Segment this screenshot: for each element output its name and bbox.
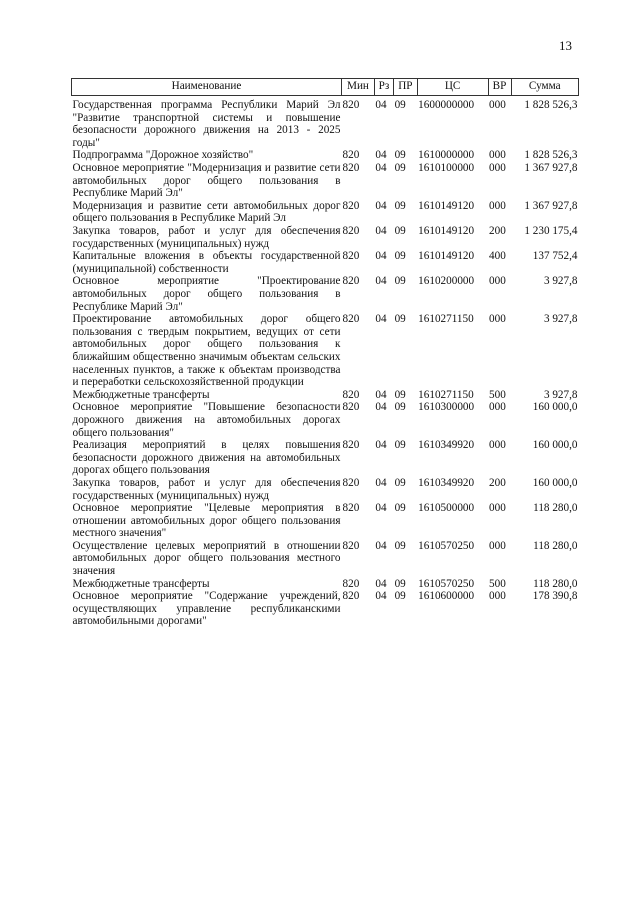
table-row — [72, 540, 579, 578]
row-pr: 09 — [394, 149, 406, 162]
row-sum: 1 367 927,8 — [524, 162, 578, 175]
row-pr: 09 — [394, 590, 406, 603]
row-pr: 09 — [394, 275, 406, 288]
table-row — [72, 99, 579, 149]
row-rz: 04 — [375, 502, 387, 515]
row-pr: 09 — [394, 577, 406, 590]
row-cs: 1610349920 — [418, 439, 475, 452]
row-sum: 3 927,8 — [543, 313, 578, 326]
row-cs: 1610100000 — [418, 162, 475, 175]
table-header-row — [72, 79, 579, 96]
row-min: 820 — [342, 388, 360, 401]
row-vr: 000 — [489, 401, 506, 414]
row-rz: 04 — [375, 275, 387, 288]
row-min: 820 — [342, 225, 360, 238]
row-rz: 04 — [375, 401, 387, 414]
column-header-min: Мин — [342, 79, 375, 96]
row-vr: 000 — [489, 590, 506, 603]
row-name: Основное мероприятие "Повышение безопасности дорожного движения на автомобильных дорогах общего пользования" — [72, 401, 341, 439]
row-min: 820 — [342, 476, 360, 489]
row-pr: 09 — [394, 250, 406, 263]
row-rz: 04 — [375, 99, 387, 112]
row-sum: 137 752,4 — [532, 250, 578, 263]
table-row — [72, 502, 579, 540]
row-cs: 1610300000 — [418, 401, 475, 414]
row-sum: 118 280,0 — [533, 577, 578, 590]
row-cs: 1610149120 — [418, 250, 475, 263]
row-name: Подпрограмма "Дорожное хозяйство" — [72, 149, 254, 162]
row-min: 820 — [342, 199, 360, 212]
row-min: 820 — [342, 149, 360, 162]
row-rz: 04 — [375, 539, 387, 552]
table-row — [72, 149, 579, 162]
row-vr: 000 — [489, 275, 506, 288]
row-min: 820 — [342, 99, 360, 112]
row-vr: 000 — [489, 199, 506, 212]
row-cs: 1610271150 — [418, 313, 474, 326]
column-header-name: Наименование — [72, 79, 342, 96]
row-sum: 178 390,8 — [532, 590, 578, 603]
row-min: 820 — [342, 401, 360, 414]
row-cs: 1600000000 — [418, 99, 475, 112]
row-vr: 000 — [489, 149, 506, 162]
row-sum: 1 828 526,3 — [524, 99, 578, 112]
row-rz: 04 — [375, 250, 387, 263]
row-sum: 3 927,8 — [543, 388, 578, 401]
row-min: 820 — [342, 250, 360, 263]
row-pr: 09 — [394, 439, 406, 452]
row-name: Межбюджетные трансферты — [72, 577, 210, 590]
row-rz: 04 — [375, 313, 387, 326]
row-rz: 04 — [375, 199, 387, 212]
row-min: 820 — [342, 502, 360, 515]
column-header-pr: ПР — [394, 79, 418, 96]
row-pr: 09 — [394, 199, 406, 212]
row-name: Основное мероприятие "Содержание учреждений, осуществляющих управление республиканскими автомобильными дорогами" — [72, 590, 341, 628]
row-min: 820 — [342, 162, 360, 175]
row-rz: 04 — [375, 162, 387, 175]
row-sum: 3 927,8 — [543, 275, 578, 288]
table-row — [72, 578, 579, 591]
row-cs: 1610149120 — [418, 225, 475, 238]
column-header-vr: ВР — [488, 79, 511, 96]
page-number: 13 — [559, 38, 572, 53]
row-sum: 118 280,0 — [533, 539, 578, 552]
row-sum: 1 367 927,8 — [524, 199, 578, 212]
row-cs: 1610200000 — [418, 275, 475, 288]
column-header-rz: Рз — [374, 79, 393, 96]
row-name: Модернизация и развитие сети автомобильных дорог общего пользования в Республике Марий Эл — [72, 199, 341, 225]
table-row — [72, 477, 579, 502]
row-min: 820 — [342, 577, 360, 590]
table-row — [72, 439, 579, 477]
row-rz: 04 — [375, 476, 387, 489]
row-sum: 1 828 526,3 — [524, 149, 578, 162]
row-name: Государственная программа Республики Марий Эл "Развитие транспортной системы и повышение безопасности дорожного движения на 2013 - 2025 годы" — [72, 99, 341, 149]
row-vr: 000 — [489, 313, 506, 326]
row-rz: 04 — [375, 225, 387, 238]
row-vr: 500 — [489, 388, 506, 401]
row-rz: 04 — [375, 149, 387, 162]
table-row — [72, 275, 579, 313]
row-sum: 1 230 175,4 — [524, 225, 578, 238]
column-header-sum: Сумма — [511, 79, 579, 96]
row-sum: 118 280,0 — [533, 502, 578, 515]
row-vr: 500 — [489, 577, 506, 590]
row-rz: 04 — [375, 439, 387, 452]
row-pr: 09 — [394, 502, 406, 515]
row-min: 820 — [342, 275, 360, 288]
table-row — [72, 225, 579, 250]
table-row — [72, 313, 579, 389]
column-header-cs: ЦС — [417, 79, 488, 96]
row-min: 820 — [342, 313, 360, 326]
table-row — [72, 200, 579, 225]
row-pr: 09 — [394, 476, 406, 489]
row-name: Закупка товаров, работ и услуг для обеспечения государственных (муниципальных) нужд — [72, 225, 341, 250]
row-cs: 1610271150 — [418, 388, 474, 401]
row-name: Реализация мероприятий в целях повышения безопасности дорожного движения на автомобильных дорогах общего пользования — [72, 439, 341, 477]
row-pr: 09 — [394, 313, 406, 326]
row-cs: 1610000000 — [418, 149, 475, 162]
row-rz: 04 — [375, 388, 387, 401]
row-pr: 09 — [394, 99, 406, 112]
row-vr: 000 — [489, 502, 506, 515]
table-row — [72, 162, 579, 200]
row-pr: 09 — [394, 539, 406, 552]
row-pr: 09 — [394, 162, 406, 175]
row-name: Проектирование автомобильных дорог общего пользования с твердым покрытием, ведущих от сети автомобильных дорог общего пользования к ближайшим общественно значимым объектам сельских населенных пунктов, а также к объектам производства и переработки сельскохозяйственной продукции — [72, 313, 341, 389]
row-pr: 09 — [394, 401, 406, 414]
row-cs: 1610500000 — [418, 502, 475, 515]
table-row — [72, 401, 579, 439]
row-vr: 000 — [489, 539, 506, 552]
row-sum: 160 000,0 — [532, 401, 578, 414]
row-name: Межбюджетные трансферты — [72, 388, 210, 401]
row-vr: 200 — [489, 476, 506, 489]
row-vr: 000 — [489, 99, 506, 112]
row-rz: 04 — [375, 577, 387, 590]
row-vr: 000 — [489, 439, 506, 452]
table-body — [72, 99, 579, 628]
row-pr: 09 — [394, 388, 406, 401]
table-row — [72, 389, 579, 402]
row-cs: 1610570250 — [418, 539, 475, 552]
row-cs: 1610349920 — [418, 476, 475, 489]
row-vr: 400 — [489, 250, 506, 263]
row-cs: 1610600000 — [418, 590, 475, 603]
row-name: Основное мероприятие "Целевые мероприятия в отношении автомобильных дорог общего пользования местного значения" — [72, 502, 341, 540]
budget-table — [71, 78, 579, 628]
row-min: 820 — [342, 439, 360, 452]
row-name: Осуществление целевых мероприятий в отношении автомобильных дорог общего пользования местного значения — [72, 539, 341, 578]
row-sum: 160 000,0 — [532, 439, 578, 452]
row-pr: 09 — [394, 225, 406, 238]
row-cs: 1610570250 — [418, 577, 475, 590]
table-row — [72, 250, 579, 275]
row-cs: 1610149120 — [418, 199, 475, 212]
row-name: Капитальные вложения в объекты государственной (муниципальной) собственности — [72, 250, 341, 275]
row-vr: 200 — [489, 225, 506, 238]
row-name: Основное мероприятие "Проектирование автомобильных дорог общего пользования в Республике Марий Эл" — [72, 275, 341, 313]
row-name: Основное мероприятие "Модернизация и развитие сети автомобильных дорог общего пользования в Республике Марий Эл" — [72, 162, 341, 200]
row-sum: 160 000,0 — [532, 476, 578, 489]
row-rz: 04 — [375, 590, 387, 603]
row-min: 820 — [342, 590, 360, 603]
row-vr: 000 — [489, 162, 506, 175]
row-name: Закупка товаров, работ и услуг для обеспечения государственных (муниципальных) нужд — [72, 476, 341, 502]
table-row — [72, 590, 579, 628]
row-min: 820 — [342, 539, 360, 552]
